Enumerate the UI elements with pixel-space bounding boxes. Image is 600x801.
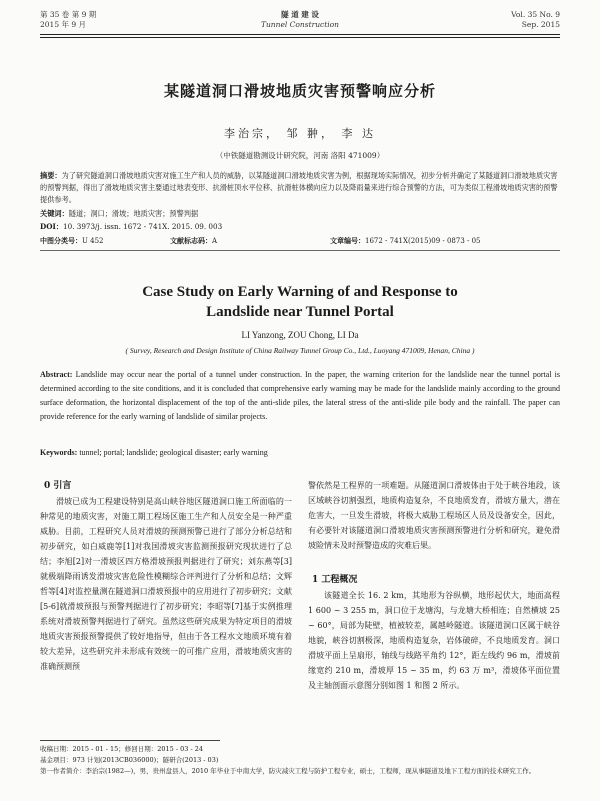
- doi-label: DOI：: [40, 222, 64, 231]
- author-bio: 第一作者简介：李治宗(1982—)，男，贵州盘县人，2010 年毕业于中南大学，防灾减灾工程与防护工程专业，硕士，工程师，现从事隧道及地下工程方面的技术研究工作。: [40, 767, 536, 775]
- authors-cn: 李治宗， 邹 翀， 李 达: [224, 127, 376, 140]
- article-no-label: 文章编号：: [330, 236, 365, 245]
- section-heading-introduction: 0 引言: [44, 481, 72, 491]
- keywords-cn-text: 隧道；洞口；滑坡；地质灾害；预警判据: [68, 209, 199, 218]
- abstract-en-label: Abstract:: [40, 370, 73, 379]
- abstract-en: [40, 368, 560, 424]
- publication-date-en: Sep. 2015: [521, 20, 560, 29]
- keywords-cn-label: 关键词：: [40, 209, 69, 218]
- abstract-cn-text: 为了研究隧道洞口滑坡地质灾害对施工生产和人员的威胁，以某隧道洞口滑坡地质灾害为例，根据现场实际情况，初步分析并确定了某隧道洞口滑坡地质灾害的预警判据，得出了滑坡地质灾害主要通过地表变形、抗滑桩顶水平位移、抗滑桩体横向应力以及降雨量来进行综合预警的方法，可为类似工程滑坡地质灾害的预警提供参考。: [40, 171, 558, 204]
- keywords-en-label: Keywords:: [40, 448, 78, 457]
- keywords-en-text: tunnel; portal; landslide; geological disaster; early warning: [79, 448, 268, 457]
- doi: [40, 221, 560, 233]
- abstract-en-text: Landslide may occur near the portal of a tunnel under construction. In the paper, the warning criterion for the landslide near the tunnel portal is determined according to the site conditions, and it is concluded that comprehensive early warning may be made for the landslide mainly according to the ground surface deformation, the horizontal displacement of the top of the anti-slide piles, the lateral stress of the anti-slide pile body and the rainfall. The paper can provide reference for the early warning of landslide of similar projects.: [40, 370, 561, 421]
- affiliation-en: ( Survey, Research and Design Institute of China Railway Tunnel Group Co., Ltd., Luoyang 471009, Henan, China ): [125, 346, 475, 355]
- section-heading-project-overview: 1 工程概况: [312, 575, 358, 585]
- right-column-intro-continued: 警依然是工程界的一项难题。从隧道洞口滑坡体由于处于峡谷地段，该区域峡谷切割强烈，地质构造复杂，不良地质发育，滑坡方量大，潜在危害大，一旦发生滑坡，将极大威胁工程场区人员及设备安全，因此，有必要针对该隧道洞口滑坡地质灾害预测预警进行分析和研究，避免滑坡险情未及时预警造成的灾难后果。: [308, 481, 560, 550]
- volume-issue-en: Vol. 35 No. 9: [511, 10, 560, 19]
- affiliation-cn: （中铁隧道勘测设计研究院，河南 洛阳 471009）: [215, 151, 385, 160]
- clc-value: U 452: [82, 237, 104, 245]
- project-overview-body: 该隧道全长 16. 2 km，其地形为谷纵横，地形起伏大，地面高程 1 600 ~ 3 255 m，洞口位于龙塘沟，与龙塘大桥相连；自然横坡 25 ~ 60°，局部为陡壁，植被较差，属越岭隧道。该隧道洞口区属于峡谷地貌，峡谷切割极深，地质构造复杂，岩体破碎，不良地质发育。洞口滑坡平面上呈扇形，轴线与线路平角约 12°，距左线约 96 m，滑坡前缘宽约 210 m，滑坡厚 15 ~ 35 m，约 63 万 m³，滑坡体平面位置及主轴剖面示意图分别如图 1 和图 2 所示。: [308, 591, 560, 690]
- doc-code-label: 文献标志码：: [170, 236, 212, 245]
- header-left: [40, 10, 96, 30]
- header-rule: [40, 34, 560, 38]
- keywords-en: [40, 446, 560, 460]
- clc-label: 中图分类号：: [40, 236, 82, 245]
- introduction-body: 滑坡已成为工程建设特别是高山峡谷地区隧道洞口施工所面临的一种常见的地质灾害，对施工期工程场区施工生产和人员安全是一种严重威胁。目前，工程研究人员对滑坡的预测预警已进行了部分分析总结和初步研究，如白威鹿等[1]对我国滑坡灾害监测预报研究现状进行了总结；李旭[2]对一滑坡区四方格滑坡预报判据进行了研究；刘东燕等[3]就极端降雨诱发滑坡灾害危险性模糊综合评判进行了分析和总结；文辉哲等[4]对监控量测在隧道洞口滑坡预报中的应用进行了初步研究；文献[5-6]就滑坡预报与预警判据进行了初步研究；李昭等[7]基于实例推理系统对滑坡预警判据进行了研究。虽然这些研究成果为特定项目的滑坡地质灾害预报预警提供了较好地指导，但由于各工程水文地质环境有着较大差异，这些研究并未形成有效统一的可推广应用，滑坡地质灾害的准确预测预: [40, 497, 292, 671]
- keywords-cn: [40, 208, 560, 220]
- abstract-cn: [40, 170, 560, 206]
- fund-info: 基金项目：973 计划(2013CB036000)；隧研合(2013 - 03): [40, 756, 219, 764]
- header-center: [200, 10, 400, 30]
- publication-date: 2015 年 9 月: [40, 20, 87, 29]
- footnote: [40, 744, 560, 777]
- received-date: 收稿日期：2015 - 01 - 15；修回日期：2015 - 03 - 24: [40, 745, 203, 753]
- meta-rule: [40, 250, 560, 251]
- article-no-value: 1672 - 741X(2015)09 - 0873 - 05: [365, 237, 481, 245]
- volume-issue: 第 35 卷 第 9 期: [40, 10, 97, 19]
- doi-text: 10. 3973/j. issn. 1672 - 741X. 2015. 09. 003: [63, 222, 223, 231]
- authors-en: LI Yanzong, ZOU Chong, LI Da: [241, 330, 359, 340]
- footnote-rule: [40, 740, 220, 741]
- abstract-cn-label: 摘要：: [40, 171, 62, 180]
- journal-name-cn: 隧 道 建 设: [281, 10, 319, 19]
- journal-name-en: Tunnel Construction: [260, 20, 340, 29]
- title-cn: 某隧道洞口滑坡地质灾害预警响应分析: [163, 82, 436, 100]
- doc-code-value: A: [212, 237, 218, 245]
- title-en: Case Study on Early Warning of and Response to Landslide near Tunnel Portal: [142, 284, 458, 320]
- header-right: [511, 10, 560, 30]
